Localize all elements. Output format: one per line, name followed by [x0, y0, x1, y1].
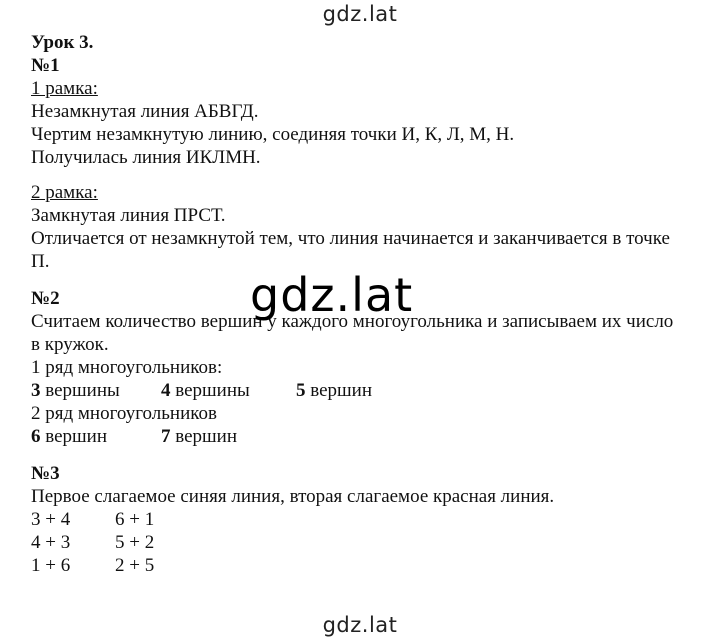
task3-number: №3 [31, 463, 60, 484]
task2-number: №2 [31, 288, 60, 309]
vertex-count-item [161, 426, 237, 447]
vertex-count-word: вершин [40, 426, 108, 447]
vertex-count-number: 7 [161, 426, 171, 447]
sum-expression: 4 + 3 [31, 532, 71, 553]
vertex-count-item [31, 425, 161, 448]
vertex-count-word: вершин [170, 426, 238, 447]
task2-intro-line: в кружок. [31, 334, 109, 355]
sum-expression: 2 + 5 [115, 555, 155, 576]
frame1-line: Незамкнутая линия АБВГД. [31, 101, 259, 122]
row2-label: 2 ряд многоугольников [31, 403, 217, 424]
frame1-line: Чертим незамкнутую линию, соединяя точки И, К, Л, М, Н. [31, 124, 515, 145]
vertex-count-item [31, 379, 161, 402]
frame2-label: 2 рамка: [31, 182, 98, 203]
lesson-title: Урок 3. [31, 32, 94, 53]
row1-label: 1 ряд многоугольников: [31, 357, 223, 378]
frame2-line: Отличается от незамкнутой тем, что линия начинается и заканчивается в точке [31, 228, 670, 249]
vertex-count-number: 4 [161, 380, 171, 401]
frame1-label: 1 рамка: [31, 78, 98, 99]
vertex-count-number: 5 [296, 380, 306, 401]
vertex-count-number: 6 [31, 426, 41, 447]
frame2-line: П. [31, 251, 50, 272]
row1-vertices [31, 379, 711, 402]
vertex-count-item [161, 379, 296, 402]
watermark-center: gdz.lat [250, 268, 414, 322]
sum-row [31, 531, 711, 554]
sum-row [31, 508, 711, 531]
watermark-top: gdz.lat [322, 2, 398, 26]
vertex-count-word: вершины [40, 380, 120, 401]
task3-text: Первое слагаемое синяя линия, вторая слагаемое красная линия. [31, 486, 555, 507]
vertex-count-word: вершин [305, 380, 373, 401]
sum-expression: 6 + 1 [115, 509, 155, 530]
sum-row [31, 554, 711, 577]
row2-vertices [31, 425, 711, 448]
task2-intro-line: Считаем количество вершин у каждого многоугольника и записываем их число [31, 311, 674, 332]
watermark-bottom: gdz.lat [322, 613, 398, 637]
frame1-line: Получилась линия ИКЛМН. [31, 147, 261, 168]
task1-number: №1 [31, 55, 60, 76]
sum-expression: 3 + 4 [31, 509, 71, 530]
frame2-line: Замкнутая линия ПРСТ. [31, 205, 226, 226]
sum-expression: 1 + 6 [31, 555, 71, 576]
vertex-count-word: вершины [170, 380, 250, 401]
vertex-count-number: 3 [31, 380, 41, 401]
vertex-count-item [296, 380, 372, 401]
sum-expression: 5 + 2 [115, 532, 155, 553]
